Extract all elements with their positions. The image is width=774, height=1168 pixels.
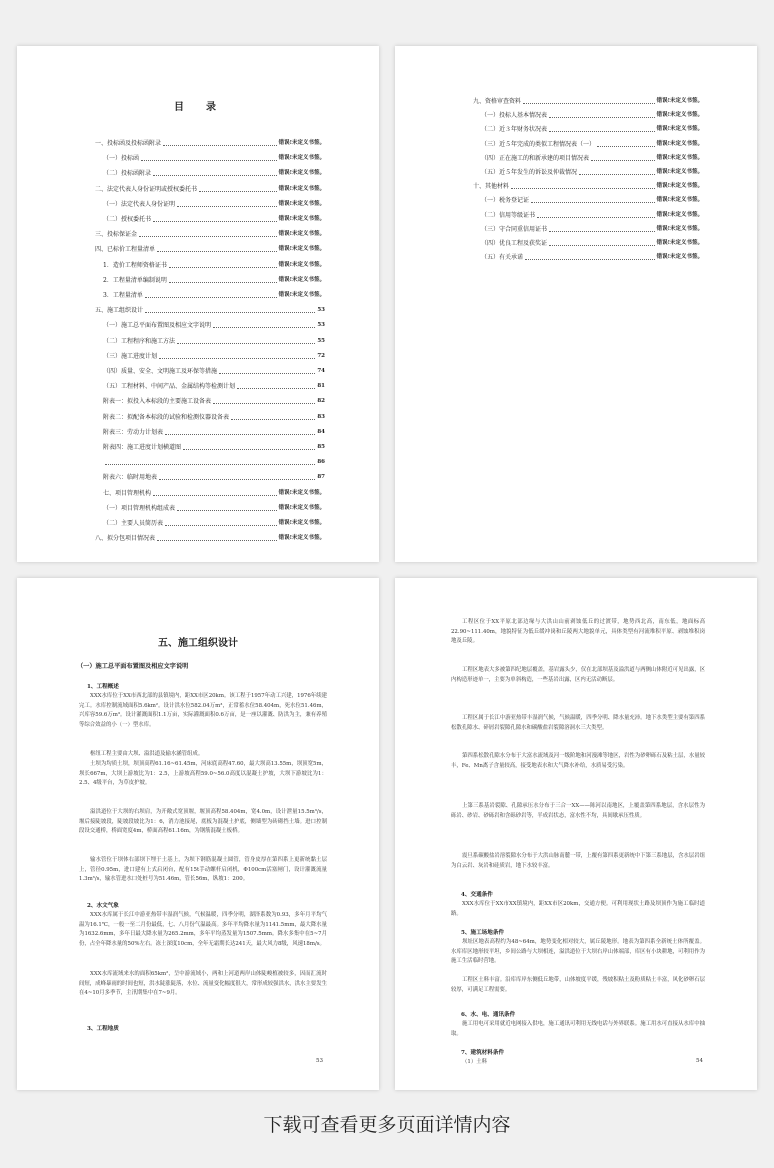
toc-entry-label: （一）施工总平面布置图及相应文字说明 [103, 322, 212, 330]
toc-entry-page: 错误!未定义书签。 [278, 231, 325, 238]
toc-entry-label: （一）税务登记证 [481, 197, 530, 205]
toc-entry[interactable] [473, 212, 703, 219]
paragraph: XXX水库位于XX市西北部的县镇境内，距XX市区20km。该工程于1957年动工兴建，1976年续建完工。水库控制流域面积5.6km²。设计洪水位582.04万m³，正常蓄水位58.404m，死水位51.46m，兴库容59.6万m³。设计灌溉面积1.1万亩，实际灌溉面积0.6万亩，是一座以灌溉、防洪为主，兼有养殖等综合效益的小（一）型水库。 [79, 693, 327, 728]
toc-entry-label: （四）优良工程及获奖证 [481, 240, 548, 247]
toc-leader-dots [597, 146, 655, 147]
toc-entry-label: （三）守合同重信用证书 [481, 225, 548, 233]
paragraph: 上第三系基岩裂隙、孔隙承压水分布于三合一XX——陈河以南地区，上覆盖第四系地层，含水层性为砾岩、砂岩、砂砾岩和含砾砂岩等，半成岩状态，富水性不均，具间歇承压性质。 [451, 803, 705, 819]
toc-entry-page: 错误!未定义书签。 [656, 154, 703, 161]
toc-entry-page: 错误!未定义书签。 [656, 126, 703, 133]
paragraph: 震旦系碳酸盐岩溶裂隙水分布于大洪山脉南麓一带，上覆有第四系更新统中下第三系地层，含水层岩组为白云岩、灰岩和硅质岩，地下水较丰富。 [451, 853, 705, 869]
toc-entry-page: 错误!未定义书签。 [656, 183, 703, 190]
heading-6: 6、水、电、通讯条件 [461, 1012, 516, 1018]
heading-4: 4、交通条件 [461, 892, 493, 898]
page-number: 54 [696, 1058, 703, 1064]
toc-entry[interactable] [95, 429, 325, 436]
toc-entry[interactable] [473, 141, 703, 148]
toc-entry-page: 86 [317, 459, 325, 466]
toc-leader-dots [531, 202, 655, 203]
toc-entry-page: 错误!未定义书签。 [278, 246, 325, 253]
toc-entry-page: 错误!未定义书签。 [278, 489, 325, 496]
toc-entry-label: （二）投标函附录 [103, 170, 152, 178]
toc-entry-label: 八、拟分包项目情况表 [95, 535, 156, 543]
toc-leader-dots [183, 449, 315, 450]
toc-leader-dots [163, 145, 277, 146]
toc-entry[interactable] [95, 322, 325, 329]
toc-entry-page: 55 [317, 337, 325, 344]
toc-entry[interactable] [95, 140, 325, 147]
toc-entry-page: 错误!未定义书签。 [656, 225, 703, 232]
toc-leader-dots [523, 103, 655, 104]
toc-entry[interactable] [473, 126, 703, 133]
toc-entry[interactable] [473, 98, 703, 105]
toc-entry[interactable] [95, 414, 325, 421]
toc-entry-page: 错误!未定义书签。 [278, 140, 325, 146]
toc-entry-page: 错误!未定义书签。 [278, 261, 325, 268]
heading-2: 2、水文气象 [87, 903, 119, 909]
toc-entry-page: 81 [317, 383, 325, 390]
toc-entry-page: 错误!未定义书签。 [656, 112, 703, 119]
toc-leader-dots [165, 525, 277, 526]
toc-entry-label: （三）施工进度计划 [103, 352, 158, 360]
toc-entry[interactable] [473, 183, 703, 190]
toc-entry[interactable] [95, 155, 325, 162]
paragraph: 输水管位于坝体右部坝下埋于土基上，为坝下钢筋混凝土圆管，管身皮厚在第四系上更新统黏土层上，管径0.95m，进口建有上式启闭台，配有15t手动螺杆启闭机，Φ100cm活塞闸门，设计灌溉流量1.3m³/s，输水管进水口处桩号为51.46m，管长56m，纵坡1：200。 [79, 857, 327, 883]
toc-leader-dots [169, 267, 277, 268]
toc-entry-label: （二）工程程序和施工方法 [103, 337, 176, 345]
toc-leader-dots [177, 510, 277, 511]
paragraph: 枢纽工程主要由大坝、溢洪道及输水涵管组成。 [90, 751, 204, 757]
toc-entry[interactable] [95, 353, 325, 360]
toc-entry-label: 附表四：施工进度计划横道图 [103, 444, 182, 451]
heading-5: 5、施工场地条件 [461, 930, 505, 936]
page-number: 53 [316, 1058, 323, 1064]
toc-entry-page: 错误!未定义书签。 [278, 200, 325, 207]
toc-entry[interactable] [95, 201, 325, 208]
toc-leader-dots [153, 175, 277, 176]
toc-entry[interactable] [473, 155, 703, 162]
toc-entry[interactable] [95, 490, 325, 497]
toc-leader-dots [153, 221, 277, 222]
toc-entry[interactable] [95, 307, 325, 314]
toc-leader-dots [153, 495, 277, 496]
toc-entry-page: 错误!未定义书签。 [278, 155, 325, 162]
toc-entry-label: 四、已标价工程量清单 [95, 246, 156, 254]
toc-entry-label: 附表三：劳动力计划表 [103, 428, 164, 436]
section-title: 五、施工组织设计 [158, 638, 238, 649]
heading-7: 7、建筑材料条件 [461, 1050, 505, 1056]
toc-entry[interactable] [95, 398, 325, 405]
toc-entry-label: 七、项目管理机构 [103, 489, 152, 497]
toc-entry[interactable] [95, 216, 325, 223]
document-page-53 [17, 578, 379, 1090]
toc-entry[interactable] [95, 170, 325, 177]
toc-entry[interactable] [95, 338, 325, 345]
toc-entry-page: 53 [317, 322, 325, 329]
toc-entry-page: 错误!未定义书签。 [278, 520, 325, 526]
toc-entry-label: 附表六：临时用地表 [103, 474, 158, 482]
toc-entry[interactable] [473, 197, 703, 204]
toc-entry-label: 附表二：拟配备本标段的试验和检测仪器设备表 [103, 413, 230, 421]
toc-entry-label: （二）近３年财务状况表 [481, 126, 548, 134]
toc-leader-dots [145, 312, 315, 313]
toc-entry-label: （四）质量、安全、文明施工及环保等措施 [103, 368, 218, 375]
toc-entry[interactable] [95, 444, 325, 451]
toc-entry-label: （五）工程材料、中间产品、金属结构等检测计划 [103, 383, 236, 391]
toc-entry[interactable] [95, 277, 325, 284]
toc-entry-label: （二）主要人员简历表 [103, 520, 164, 527]
toc-entry[interactable] [95, 505, 325, 512]
toc-leader-dots [157, 251, 277, 252]
toc-entry-page: 84 [317, 428, 325, 435]
toc-entry-page: 错误!未定义书签。 [278, 170, 325, 177]
toc-leader-dots [591, 160, 655, 161]
toc-entry-label: （一）投标人基本情况表 [481, 112, 548, 120]
toc-list [95, 46, 325, 562]
toc-leader-dots [145, 297, 277, 298]
toc-leader-dots [105, 464, 315, 465]
toc-entry-page: 53 [317, 307, 325, 314]
toc-entry-label: （三）近５年完成的类似工程情况表（一） [481, 140, 596, 148]
paragraph: XXX水库流域来水的面积65km²，呈中游流域小，两和上河道两岸山体陡峻植被较多，因而汇流时间短，成峰暴雨的时间也短，洪水陡涨陡落，水位、流量变化幅度很大，常形成较强洪水，洪水主要发生在4~10月多季节，主汛期集中在7~9月。 [79, 971, 327, 997]
toc-entry[interactable] [95, 368, 325, 375]
toc-leader-dots [525, 259, 655, 260]
toc-entry[interactable] [473, 240, 703, 247]
toc-entry-label: 1．造价工程师资格证书 [103, 261, 167, 269]
toc-entry-label: 五、施工组织设计 [95, 307, 144, 315]
toc-entry-label: 一、投标函及投标函附录 [95, 140, 162, 147]
toc-leader-dots [231, 419, 315, 420]
paragraph: 第四系松散孔隙水分布于大富水流域及河一级阶地和河漫滩等地区，岩性为砂卵砾石及粘土层，水量较丰，Fe、Mn离子含量较高，接受地表水和大气降水补给，水质易受污染。 [451, 753, 705, 769]
toc-entry[interactable] [473, 226, 703, 233]
toc-entry-page: 72 [317, 352, 325, 359]
toc-entry-label: （一）项目管理机构组成表 [103, 504, 176, 512]
toc-entry-page: 74 [317, 368, 325, 374]
toc-entry[interactable] [95, 231, 325, 238]
subsection-title: （一）施工总平面布置图及相应文字说明 [77, 663, 189, 670]
toc-entry-label: 十、其他材料 [473, 183, 510, 191]
paragraph: 工程区属于长江中游亚热带丰湿润气候，气候温暖，四季分明、降水量充沛。地下水类型主要有第四系松散孔隙水、碎屑岩裂隙孔隙水和碳酸盐岩裂隙溶洞水三大类型。 [451, 715, 705, 731]
toc-entry-page: 错误!未定义书签。 [278, 504, 325, 511]
document-page-54 [395, 578, 757, 1090]
toc-entry[interactable] [95, 474, 325, 481]
toc-entry-page: 错误!未定义书签。 [656, 197, 703, 204]
toc-leader-dots [199, 191, 277, 192]
toc-entry-page: 87 [317, 474, 325, 481]
paragraph: 坝址区地表高程约为48~64m，地势变化相对较大，属丘陵地形。地表为第四系全新统土体所覆盖。水库库区地形较平坦，乡间公路与大坝相连，溢洪道位于大坝右岸山体端部，库区有小块耕地，可利用作为施工生活临时营地。 [451, 939, 705, 965]
toc-entry[interactable] [473, 112, 703, 119]
heading-1: 1、工程概述 [87, 684, 119, 690]
toc-leader-dots [157, 540, 277, 541]
toc-entry-page: 错误!未定义书签。 [278, 292, 325, 298]
toc-entry[interactable] [95, 535, 325, 542]
toc-entry-page: 错误!未定义书签。 [656, 140, 703, 147]
toc-leader-dots [549, 231, 655, 232]
toc-entry-label: （一）投标函 [103, 155, 140, 163]
toc-entry[interactable] [95, 459, 325, 466]
toc-leader-dots [177, 343, 315, 344]
heading-3: 3、工程地质 [87, 1026, 119, 1032]
paragraph: 工程区地表大多被第四纪地层覆盖，基岩露头少，仅在北部坝基及溢洪道与两侧山体附近可见出露，区内构造形迹单一，主要为单斜构造，一些基岩出露，区内无活动断层。 [451, 667, 705, 683]
toc-entry-page: 错误!未定义书签。 [278, 535, 325, 542]
toc-leader-dots [549, 245, 655, 246]
toc-entry-label: （四）正在施工的和新承建的项目情况表 [481, 154, 590, 162]
paragraph: （1）土料 [462, 1059, 487, 1065]
toc-entry-page: 错误!未定义书签。 [278, 276, 325, 283]
toc-leader-dots [511, 188, 655, 189]
toc-entry-label: 二、法定代表人身份证明或授权委托书 [95, 185, 198, 193]
toc-leader-dots [213, 327, 315, 328]
toc-entry-label: 附表一：拟投入本标段的主要施工设备表 [103, 398, 212, 406]
toc-entry-label: （五）近５年发生的诉讼及仲裁情况 [481, 169, 578, 176]
toc-leader-dots [537, 217, 655, 218]
toc-entry-page: 错误!未定义书签。 [656, 211, 703, 218]
toc-entry-page: 83 [317, 413, 325, 420]
toc-entry-label: （五）有关承诺 [481, 254, 524, 262]
toc-entry[interactable] [95, 292, 325, 299]
toc-entry[interactable] [95, 246, 325, 253]
toc-entry-label: 2．工程量清单编制说明 [103, 276, 167, 284]
paragraph: 工程区位于XX平原北部边缘与大洪山山前剥蚀低丘的过渡带，地势西北高，南东低，地面标高22.90~111.40m，地貌特征为低丘缓冲岗和丘陵两大地貌单元，具体类型有河流堆积平原、剥蚀堆积岗地及丘陵。 [451, 619, 705, 645]
toc-leader-dots [165, 434, 315, 435]
toc-leader-dots [549, 117, 655, 118]
toc-leader-dots [169, 282, 277, 283]
toc-leader-dots [213, 403, 315, 404]
toc-entry-page: 错误!未定义书签。 [656, 254, 703, 261]
toc-leader-dots [549, 131, 655, 132]
toc-entry-page: 错误!未定义书签。 [656, 169, 703, 175]
toc-leader-dots [139, 236, 277, 237]
toc-entry-label: （一）法定代表人身份证明 [103, 200, 176, 208]
toc-entry[interactable] [473, 254, 703, 261]
toc-leader-dots [579, 174, 655, 175]
toc-entry-page: 82 [317, 398, 325, 405]
toc-entry[interactable] [95, 262, 325, 269]
toc-entry-page: 错误!未定义书签。 [656, 240, 703, 246]
toc-entry-label: 三、投标保证金 [95, 231, 138, 239]
toc-entry[interactable] [95, 520, 325, 527]
paragraph: 土坝为均质土坝，坝顶高程61.16~61.45m，河床底高程47.60，最大坝高13.55m，坝顶宽5m，坝长667m，大坝上游坡比为1：2.5，上游坡高程59.0~56.0高度以混凝土护坡，大坝下游坡比为1：2.5、4级平台，为草皮护坡。 [79, 761, 327, 787]
paragraph: XXX水库位于XX市XX镇境内，距XX市区20km，交通方便。可利用现状土路及坝顶作为施工临时道路。 [451, 901, 705, 917]
toc-leader-dots [159, 358, 315, 359]
paragraph: XXX水库属于长江中游亚热带丰湿润气候，气候温暖，四季分明，湖泽系数为0.93，多年月平均气温为16.1℃，一般一至二月份最低，七、八月份气温最高。多年平均降水量为1141.5mm，最大降水量为1632.6mm，多年日最大降水量为265.2mm，多年平均蒸发量为1507.5mm。降水多集中在5~7月份，占全年降水量的50%左右。冻土深度10cm，全年无霜期长达241天，最大风力8级，风速18m/s。 [79, 912, 327, 947]
toc-entry[interactable] [95, 186, 325, 193]
toc-entry-label: 九、资格审查资料 [473, 98, 522, 105]
toc-leader-dots [141, 160, 277, 161]
toc-entry-page: 85 [317, 444, 325, 450]
toc-entry[interactable] [95, 383, 325, 390]
toc-page-1 [17, 46, 379, 562]
toc-entry-label: 3．工程量清单 [103, 292, 143, 299]
download-more-caption: 下载可查看更多页面详情内容 [263, 1114, 511, 1136]
paragraph: 施工用电可采用就近电网接入供电，施工通讯可利用无线电话与外界联系。施工用水可直接从水库中抽取。 [451, 1021, 705, 1037]
paragraph: 溢洪道位于大坝的右坝肩，为开敞式宽顶堰，堰顶高程58.404m，宽4.0m，设计泄量15.5m³/s，堰后接陡坡段，陡坡段坡比为1：6，消力池接尾，底板为混凝土护底，侧墙型为砖砌挡土墙。进口控制段设交通桥，桥面宽度4m，桥面高程61.16m，为钢筋混凝土板桥。 [79, 809, 327, 835]
toc-entry-page: 错误!未定义书签。 [278, 185, 325, 192]
toc-entry-label: （二）授权委托书 [103, 216, 152, 223]
toc-entry-page: 错误!未定义书签。 [278, 216, 325, 222]
toc-leader-dots [177, 206, 277, 207]
toc-leader-dots [219, 373, 315, 374]
toc-leader-dots [237, 388, 315, 389]
toc-list-continued [473, 46, 703, 562]
toc-entry-label: （二）信用等级证书 [481, 211, 536, 219]
toc-entry-page: 错误!未定义书签。 [656, 98, 703, 104]
paragraph: 工程区土料丰富。沿库库岸东侧低丘地带，山体坡度平缓，残坡积粘土及粉质粘土丰富，风化砂卵石层较厚，可满足工程需要。 [451, 977, 705, 993]
toc-page-2 [395, 46, 757, 562]
toc-entry[interactable] [473, 169, 703, 176]
toc-title: 目 录 [174, 102, 222, 113]
toc-leader-dots [159, 479, 315, 480]
